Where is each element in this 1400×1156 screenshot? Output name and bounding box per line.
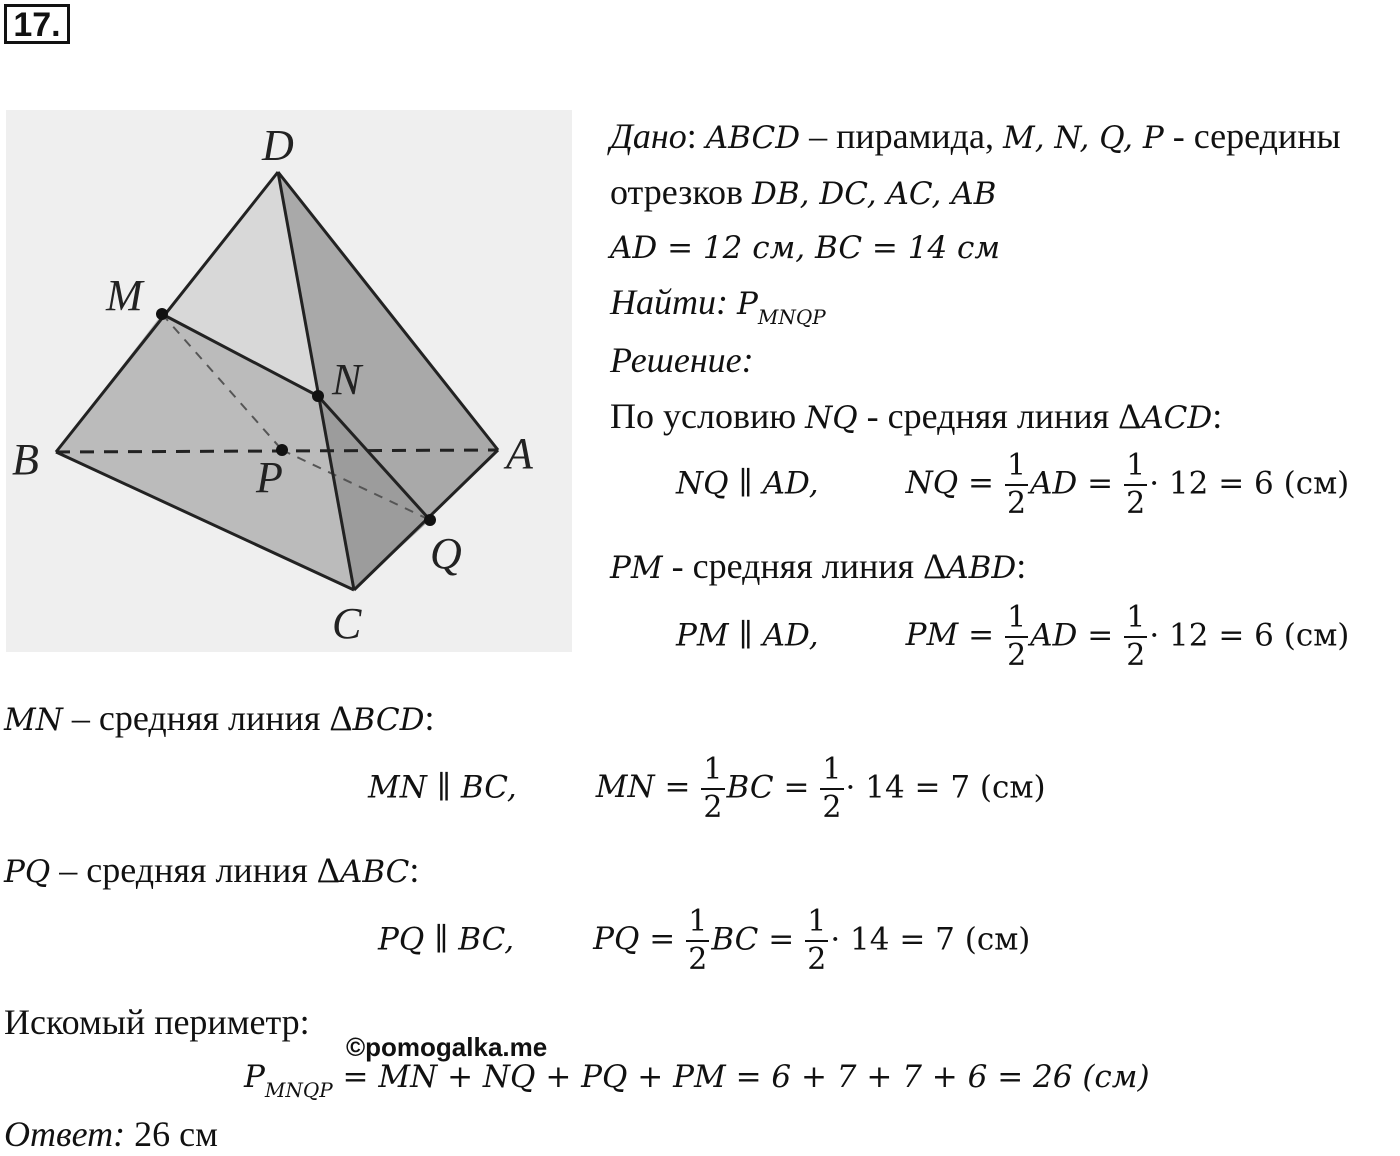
problem-number: 17. — [4, 4, 70, 44]
find-label: Найти: — [610, 282, 737, 322]
label-d: D — [262, 121, 294, 170]
pq-intro: PQ – средняя линия ΔABC: — [4, 850, 420, 890]
answer-line — [4, 1112, 218, 1156]
nq-intro: По условию NQ - средняя линия ΔACD: — [610, 396, 1223, 436]
solution-label: Решение: — [610, 340, 754, 380]
pm-formula: PM ∥ AD, PM = $\frac{1}{2}$ AD = $\frac{1}{2}$ · 12 = 6 (см) — [676, 600, 1350, 673]
fraction: $\frac{1}{2}$ — [1007, 600, 1027, 673]
fraction: $\frac{1}{2}$ — [688, 904, 708, 977]
label-b: B — [12, 435, 39, 484]
label-p: P — [256, 453, 283, 502]
label-m: M — [106, 271, 143, 320]
answer-value: 26 см — [125, 1114, 218, 1154]
answer-label: Ответ: — [4, 1114, 126, 1154]
point-m — [156, 308, 168, 320]
fraction: $\frac{1}{2}$ — [822, 752, 842, 825]
label-c: C — [332, 599, 362, 648]
mn-intro: MN – средняя линия ΔBCD: — [4, 698, 435, 738]
given-line-3: AD = 12 см, BC = 14 см — [610, 230, 1001, 266]
perimeter-label: Искомый периметр: — [4, 1002, 310, 1042]
mn-formula: MN ∥ BC, MN = $\frac{1}{2}$ BC = $\frac{1}{2}$ · 14 = 7 (см) — [368, 752, 1046, 825]
find-line: Найти: $P_{MNQP}$ — [610, 282, 826, 329]
point-q — [424, 514, 436, 526]
pyramid-figure — [6, 110, 572, 652]
label-q: Q — [430, 529, 462, 578]
fraction: $\frac{1}{2}$ — [1006, 448, 1027, 521]
fraction: $\frac{1}{2}$ — [1126, 600, 1146, 673]
label-n: N — [332, 355, 362, 404]
point-n — [312, 390, 324, 402]
fraction: $\frac{1}{2}$ — [807, 904, 827, 977]
fraction: $\frac{1}{2}$ — [703, 752, 723, 825]
perimeter-formula: $P_{MNQP}$ = MN + NQ + PQ + PM = 6 + 7 + 7 + 6 = 26 (см) — [244, 1059, 1150, 1102]
pq-formula: PQ ∥ BC, PQ = $\frac{1}{2}$ BC = $\frac{1}{2}$ · 14 = 7 (см) — [378, 904, 1031, 977]
nq-formula: NQ ∥ AD, NQ = $\frac{1}{2}$ AD = $\frac{1}{2}$ · 12 = 6 (см) — [676, 448, 1350, 521]
given-line-2: отрезков DB, DC, AC, AB — [610, 172, 997, 212]
label-a: A — [506, 429, 533, 478]
given-label: Дано — [610, 116, 687, 156]
given-line-1: Дано: ABCD – пирамида, M, N, Q, P - середины — [610, 116, 1341, 156]
watermark: ©pomogalka.me — [346, 1032, 548, 1062]
pm-intro: PM - средняя линия ΔABD: — [610, 546, 1027, 586]
fraction: $\frac{1}{2}$ — [1126, 448, 1146, 521]
